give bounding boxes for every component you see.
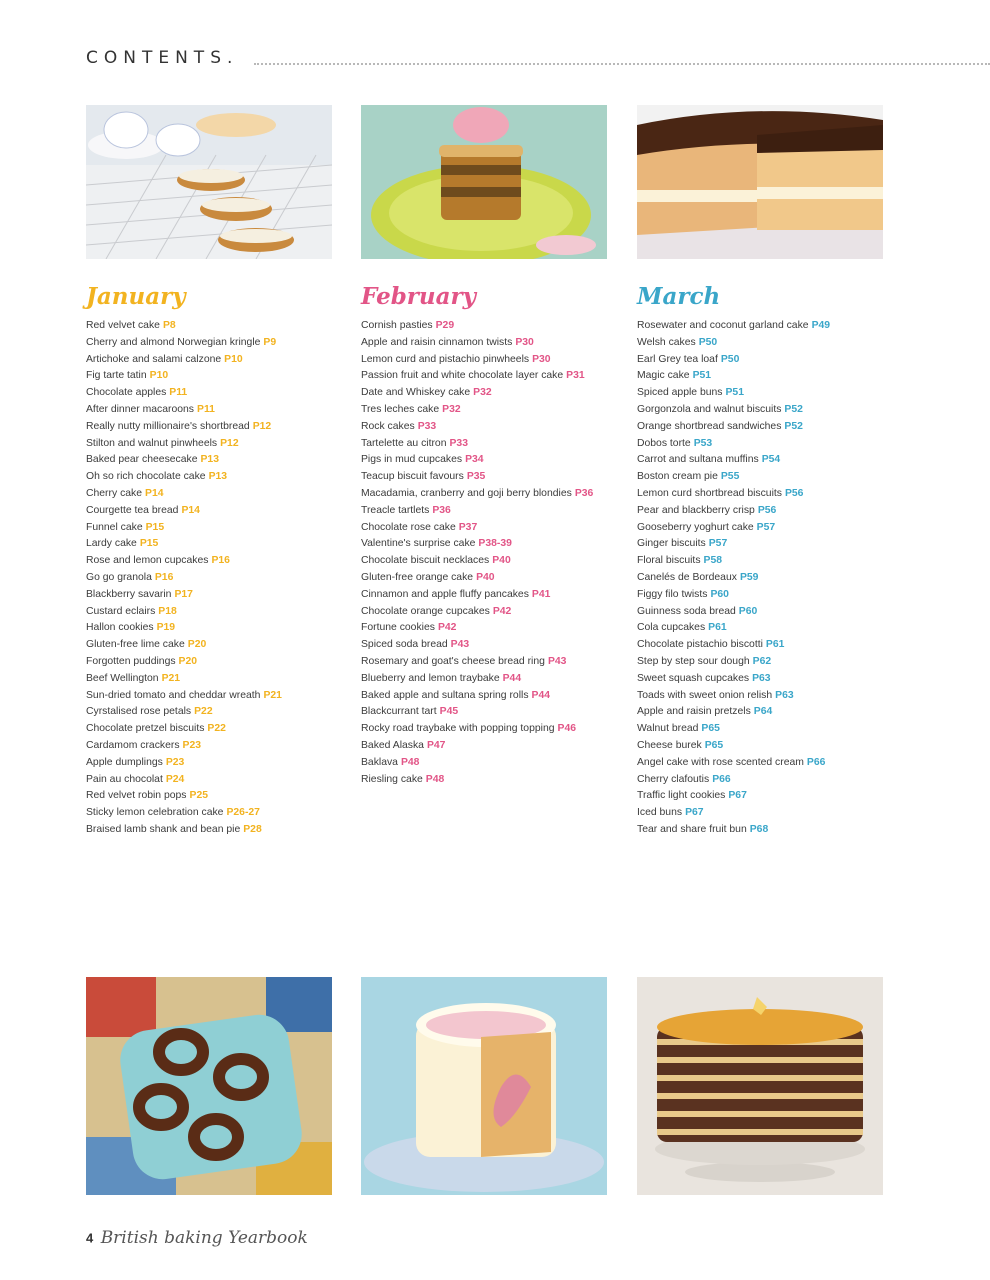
dobos-torte-photo: [637, 105, 883, 259]
recipe-name: Riesling cake: [361, 773, 423, 785]
recipe-page: P58: [703, 555, 723, 567]
recipe-item: [361, 620, 631, 637]
recipe-item: [86, 704, 356, 721]
recipe-name: Rosewater and coconut garland cake: [637, 320, 809, 331]
recipe-item: [637, 503, 907, 520]
recipe-name: Sun-dried tomato and cheddar wreath: [86, 689, 261, 701]
recipe-item: [637, 688, 907, 705]
recipe-name: Valentine's surprise cake: [361, 538, 476, 550]
recipe-page: P61: [708, 622, 727, 634]
recipe-name: Pear and blackberry crisp: [637, 504, 755, 516]
recipe-item: [361, 335, 631, 352]
recipe-item: [637, 335, 907, 352]
recipe-name: Lardy cake: [86, 538, 137, 550]
recipe-page: P16: [211, 555, 230, 567]
recipe-item: [86, 520, 356, 537]
recipe-page: P8: [162, 320, 176, 331]
recipe-page: P33: [449, 437, 468, 449]
recipe-page: P50: [720, 353, 740, 365]
recipe-item: [637, 755, 907, 772]
recipe-page: P63: [752, 672, 771, 684]
recipe-item: [637, 553, 907, 570]
recipe-name: Blackcurrant tart: [361, 706, 437, 718]
recipe-item: [361, 755, 631, 772]
recipe-page: P67: [685, 807, 704, 819]
recipe-page: P68: [749, 823, 769, 835]
recipe-page: P10: [224, 353, 243, 365]
recipe-name: Chocolate pretzel biscuits: [86, 723, 205, 735]
recipe-item: [86, 368, 356, 385]
recipe-page: P32: [442, 403, 461, 415]
recipe-item: [86, 318, 356, 335]
recipe-name: Gooseberry yoghurt cake: [637, 521, 754, 533]
surprise-cake-photo: [361, 977, 607, 1195]
recipe-name: Passion fruit and white chocolate layer cake: [361, 370, 564, 382]
recipe-page: P67: [728, 790, 747, 802]
recipe-page: P20: [187, 639, 207, 651]
recipe-item: [637, 604, 907, 621]
baklava-photo: [361, 105, 607, 259]
recipe-item: [361, 536, 631, 553]
recipe-name: Traffic light cookies: [637, 790, 726, 802]
recipe-item: [637, 419, 907, 436]
recipe-name: Cola cupcakes: [637, 622, 706, 634]
recipe-page: P10: [149, 370, 169, 382]
recipe-page: P15: [139, 538, 159, 550]
month-heading-february: February: [361, 283, 477, 310]
march-recipe-list: [637, 318, 907, 839]
recipe-page: P43: [450, 639, 470, 651]
recipe-item: [637, 318, 907, 335]
recipe-item: [361, 520, 631, 537]
recipe-item: [637, 772, 907, 789]
recipe-name: Stilton and walnut pinwheels: [86, 437, 218, 449]
recipe-item: [86, 671, 356, 688]
recipe-page: P31: [566, 370, 585, 382]
recipe-item: [86, 822, 356, 839]
recipe-item: [637, 352, 907, 369]
recipe-item: [637, 402, 907, 419]
recipe-name: Red velvet cake: [86, 320, 160, 331]
recipe-page: P66: [806, 756, 826, 768]
recipe-name: Fig tarte tatin: [86, 370, 147, 382]
recipe-name: Gorgonzola and walnut biscuits: [637, 403, 782, 415]
recipe-name: Date and Whiskey cake: [361, 387, 471, 399]
recipe-name: Cheese burek: [637, 739, 702, 751]
recipe-page: P42: [437, 622, 457, 634]
recipe-name: Cornish pasties: [361, 320, 433, 331]
recipe-page: P40: [476, 571, 495, 583]
recipe-item: [86, 335, 356, 352]
recipe-item: [86, 503, 356, 520]
recipe-page: P20: [178, 655, 198, 667]
february-column: [361, 282, 631, 788]
recipe-item: [86, 805, 356, 822]
recipe-name: Red velvet robin pops: [86, 790, 187, 802]
march-column: [637, 282, 907, 839]
recipe-page: P15: [145, 521, 165, 533]
dotted-rule: [254, 63, 990, 65]
recipe-name: Apple dumplings: [86, 756, 163, 768]
recipe-item: [361, 486, 631, 503]
recipe-name: Baked Alaska: [361, 739, 424, 751]
recipe-page: P43: [547, 655, 567, 667]
recipe-page: P23: [165, 756, 185, 768]
recipe-name: Macadamia, cranberry and goji berry blondies: [361, 487, 572, 499]
recipe-page: P11: [197, 403, 215, 415]
recipe-page: P34: [465, 454, 484, 466]
recipe-page: P22: [207, 723, 226, 735]
recipe-item: [637, 436, 907, 453]
recipe-page: P44: [502, 672, 522, 684]
recipe-item: [86, 570, 356, 587]
recipe-page: P45: [439, 706, 459, 718]
recipe-name: Tres leches cake: [361, 403, 440, 415]
recipe-name: Guinness soda bread: [637, 605, 736, 617]
recipe-name: Go go granola: [86, 571, 152, 583]
recipe-name: Artichoke and salami calzone: [86, 353, 222, 365]
recipe-item: [637, 654, 907, 671]
recipe-page: P35: [466, 471, 486, 483]
recipe-name: Rose and lemon cupcakes: [86, 555, 209, 567]
recipe-item: [637, 368, 907, 385]
recipe-page: P51: [725, 387, 744, 399]
recipe-item: [361, 738, 631, 755]
recipe-page: P24: [165, 773, 185, 785]
recipe-item: [637, 822, 907, 839]
recipe-name: Step by step sour dough: [637, 655, 750, 667]
pretzels-photo: [86, 977, 332, 1195]
recipe-name: Baklava: [361, 756, 398, 768]
recipe-page: P66: [712, 773, 731, 785]
recipe-item: [86, 654, 356, 671]
recipe-page: P26-27: [226, 807, 260, 819]
recipe-page: P18: [158, 605, 177, 617]
recipe-name: Iced buns: [637, 807, 683, 819]
recipe-item: [637, 788, 907, 805]
recipe-item: [86, 385, 356, 402]
recipe-name: Baked pear cheesecake: [86, 454, 198, 466]
recipe-item: [637, 385, 907, 402]
recipe-name: Chocolate rose cake: [361, 521, 456, 533]
recipe-item: [361, 704, 631, 721]
recipe-page: P62: [752, 655, 772, 667]
recipe-item: [361, 452, 631, 469]
recipe-name: Magic cake: [637, 370, 690, 382]
recipe-name: Orange shortbread sandwiches: [637, 420, 782, 432]
recipe-item: [361, 318, 631, 335]
recipe-page: P55: [720, 471, 740, 483]
recipe-page: P19: [156, 622, 176, 634]
recipe-item: [637, 738, 907, 755]
recipe-item: [86, 772, 356, 789]
layer-cake-photo: [637, 977, 883, 1195]
recipe-item: [86, 788, 356, 805]
recipe-name: Sweet squash cupcakes: [637, 672, 750, 684]
recipe-page: P32: [473, 387, 492, 399]
january-column: [86, 282, 356, 839]
recipe-page: P59: [739, 571, 759, 583]
recipe-page: P41: [531, 588, 551, 600]
recipe-page: P9: [263, 336, 277, 348]
recipe-page: P21: [161, 672, 181, 684]
recipe-name: Tear and share fruit bun: [637, 823, 747, 835]
recipe-item: [86, 452, 356, 469]
magazine-title: British baking Yearbook: [100, 1228, 308, 1248]
recipe-page: P50: [698, 336, 718, 348]
recipe-name: Gluten-free orange cake: [361, 571, 474, 583]
recipe-item: [637, 637, 907, 654]
recipe-page: P12: [252, 420, 272, 432]
recipe-item: [86, 536, 356, 553]
recipe-name: Teacup biscuit favours: [361, 471, 464, 483]
recipe-page: P33: [417, 420, 437, 432]
recipe-page: P47: [426, 739, 446, 751]
recipe-name: Rock cakes: [361, 420, 415, 432]
recipe-item: [361, 637, 631, 654]
recipe-item: [361, 368, 631, 385]
recipe-name: Chocolate biscuit necklaces: [361, 555, 490, 567]
recipe-page: P12: [220, 437, 239, 449]
recipe-item: [361, 721, 631, 738]
recipe-page: P14: [181, 504, 200, 516]
recipe-name: Gluten-free lime cake: [86, 639, 185, 651]
recipe-page: P46: [557, 723, 577, 735]
recipe-name: Apple and raisin pretzels: [637, 706, 751, 718]
month-heading-january: January: [86, 283, 186, 310]
recipe-item: [86, 469, 356, 486]
recipe-page: P48: [425, 773, 445, 785]
recipe-item: [86, 419, 356, 436]
recipe-name: Earl Grey tea loaf: [637, 353, 718, 365]
recipe-name: Pain au chocolat: [86, 773, 163, 785]
recipe-item: [86, 738, 356, 755]
recipe-name: Angel cake with rose scented cream: [637, 756, 804, 768]
recipe-name: Cherry clafoutis: [637, 773, 710, 785]
recipe-page: P65: [701, 723, 720, 735]
recipe-name: Pigs in mud cupcakes: [361, 454, 463, 466]
recipe-name: Cherry and almond Norwegian kringle: [86, 336, 261, 348]
recipe-item: [637, 486, 907, 503]
recipe-page: P17: [174, 588, 193, 600]
recipe-page: P53: [693, 437, 713, 449]
recipe-name: Dobos torte: [637, 437, 691, 449]
recipe-page: P38-39: [478, 538, 512, 550]
recipe-name: Braised lamb shank and bean pie: [86, 823, 241, 835]
recipe-item: [361, 419, 631, 436]
page-number: 4: [86, 1230, 94, 1246]
recipe-page: P48: [400, 756, 420, 768]
recipe-page: P54: [761, 454, 781, 466]
recipe-name: Hallon cookies: [86, 622, 154, 634]
recipe-page: P23: [182, 739, 202, 751]
recipe-name: Blueberry and lemon traybake: [361, 672, 500, 684]
recipe-page: P25: [189, 790, 209, 802]
recipe-name: Beef Wellington: [86, 672, 159, 684]
recipe-name: Chocolate pistachio biscotti: [637, 639, 763, 651]
recipe-name: Baked apple and sultana spring rolls: [361, 689, 529, 701]
eclairs-photo: [86, 105, 332, 259]
recipe-item: [86, 587, 356, 604]
recipe-item: [86, 604, 356, 621]
recipe-item: [86, 688, 356, 705]
recipe-name: Fortune cookies: [361, 622, 435, 634]
recipe-name: Rocky road traybake with popping topping: [361, 723, 555, 735]
recipe-name: Custard eclairs: [86, 605, 156, 617]
recipe-name: Figgy filo twists: [637, 588, 708, 600]
recipe-name: Welsh cakes: [637, 336, 696, 348]
recipe-name: Carrot and sultana muffins: [637, 454, 759, 466]
recipe-name: Chocolate orange cupcakes: [361, 605, 490, 617]
recipe-item: [361, 570, 631, 587]
recipe-name: Oh so rich chocolate cake: [86, 471, 206, 483]
recipe-page: P22: [194, 706, 213, 718]
recipe-page: P14: [145, 487, 164, 499]
recipe-name: Treacle tartlets: [361, 504, 430, 516]
recipe-name: Floral biscuits: [637, 555, 701, 567]
recipe-item: [361, 352, 631, 369]
recipe-page: P36: [574, 487, 594, 499]
recipe-item: [361, 469, 631, 486]
recipe-page: P37: [458, 521, 478, 533]
recipe-name: Lemon curd and pistachio pinwheels: [361, 353, 530, 365]
recipe-name: Cardamom crackers: [86, 739, 180, 751]
recipe-page: P36: [432, 504, 451, 516]
recipe-item: [637, 671, 907, 688]
page-footer: [86, 1228, 308, 1254]
recipe-item: [361, 503, 631, 520]
january-recipe-list: [86, 318, 356, 839]
recipe-item: [86, 721, 356, 738]
recipe-name: After dinner macaroons: [86, 403, 195, 415]
recipe-page: P44: [531, 689, 551, 701]
recipe-page: P30: [532, 353, 551, 365]
recipe-name: Spiced apple buns: [637, 387, 723, 399]
recipe-name: Rosemary and goat's cheese bread ring: [361, 655, 545, 667]
recipe-name: Sticky lemon celebration cake: [86, 807, 224, 819]
recipe-page: P64: [753, 706, 773, 718]
recipe-item: [361, 587, 631, 604]
recipe-page: P57: [756, 521, 776, 533]
recipe-name: Cherry cake: [86, 487, 143, 499]
recipe-name: Walnut bread: [637, 723, 699, 735]
recipe-page: P30: [515, 336, 534, 348]
recipe-item: [86, 620, 356, 637]
recipe-page: P40: [492, 555, 511, 567]
recipe-item: [361, 402, 631, 419]
recipe-page: P21: [263, 689, 282, 701]
recipe-name: Ginger biscuits: [637, 538, 706, 550]
recipe-item: [637, 469, 907, 486]
recipe-item: [86, 486, 356, 503]
recipe-item: [86, 637, 356, 654]
recipe-page: P61: [765, 639, 785, 651]
recipe-page: P42: [492, 605, 512, 617]
recipe-name: Apple and raisin cinnamon twists: [361, 336, 513, 348]
recipe-name: Boston cream pie: [637, 471, 718, 483]
recipe-item: [86, 755, 356, 772]
recipe-page: P65: [704, 739, 724, 751]
recipe-item: [637, 587, 907, 604]
recipe-name: Tartelette au citron: [361, 437, 447, 449]
month-heading-march: March: [637, 283, 721, 310]
recipe-page: P56: [784, 487, 804, 499]
recipe-item: [86, 436, 356, 453]
recipe-item: [637, 452, 907, 469]
recipe-page: P13: [200, 454, 219, 466]
recipe-item: [637, 536, 907, 553]
recipe-name: Lemon curd shortbread biscuits: [637, 487, 782, 499]
recipe-page: P16: [154, 571, 174, 583]
recipe-item: [361, 654, 631, 671]
recipe-item: [637, 570, 907, 587]
recipe-page: P63: [775, 689, 794, 701]
recipe-name: Funnel cake: [86, 521, 143, 533]
recipe-item: [637, 721, 907, 738]
recipe-item: [361, 553, 631, 570]
recipe-name: Spiced soda bread: [361, 639, 448, 651]
recipe-page: P11: [169, 387, 188, 399]
recipe-page: P60: [710, 588, 729, 600]
recipe-item: [361, 772, 631, 789]
recipe-item: [86, 352, 356, 369]
recipe-page: P57: [708, 538, 728, 550]
recipe-page: P56: [757, 504, 777, 516]
contents-header: [86, 48, 990, 72]
recipe-item: [361, 385, 631, 402]
recipe-page: P29: [435, 320, 455, 331]
contents-title: CONTENTS.: [86, 48, 239, 68]
recipe-item: [637, 520, 907, 537]
recipe-name: Forgotten puddings: [86, 655, 176, 667]
recipe-item: [361, 671, 631, 688]
recipe-name: Toads with sweet onion relish: [637, 689, 773, 701]
recipe-item: [361, 604, 631, 621]
recipe-page: P52: [784, 403, 803, 415]
recipe-item: [86, 553, 356, 570]
recipe-item: [86, 402, 356, 419]
february-recipe-list: [361, 318, 631, 788]
recipe-name: Canelés de Bordeaux: [637, 571, 737, 583]
recipe-name: Chocolate apples: [86, 387, 167, 399]
recipe-item: [637, 620, 907, 637]
recipe-item: [637, 704, 907, 721]
recipe-name: Courgette tea bread: [86, 504, 179, 516]
recipe-page: P51: [692, 370, 712, 382]
recipe-name: Cinnamon and apple fluffy pancakes: [361, 588, 529, 600]
recipe-page: P49: [811, 320, 831, 331]
recipe-name: Really nutty millionaire's shortbread: [86, 420, 250, 432]
recipe-item: [361, 688, 631, 705]
recipe-name: Blackberry savarin: [86, 588, 172, 600]
recipe-page: P13: [208, 471, 228, 483]
recipe-page: P60: [738, 605, 758, 617]
recipe-page: P28: [243, 823, 262, 835]
recipe-page: P52: [784, 420, 803, 432]
recipe-item: [637, 805, 907, 822]
recipe-item: [361, 436, 631, 453]
recipe-name: Cyrstalised rose petals: [86, 706, 192, 718]
